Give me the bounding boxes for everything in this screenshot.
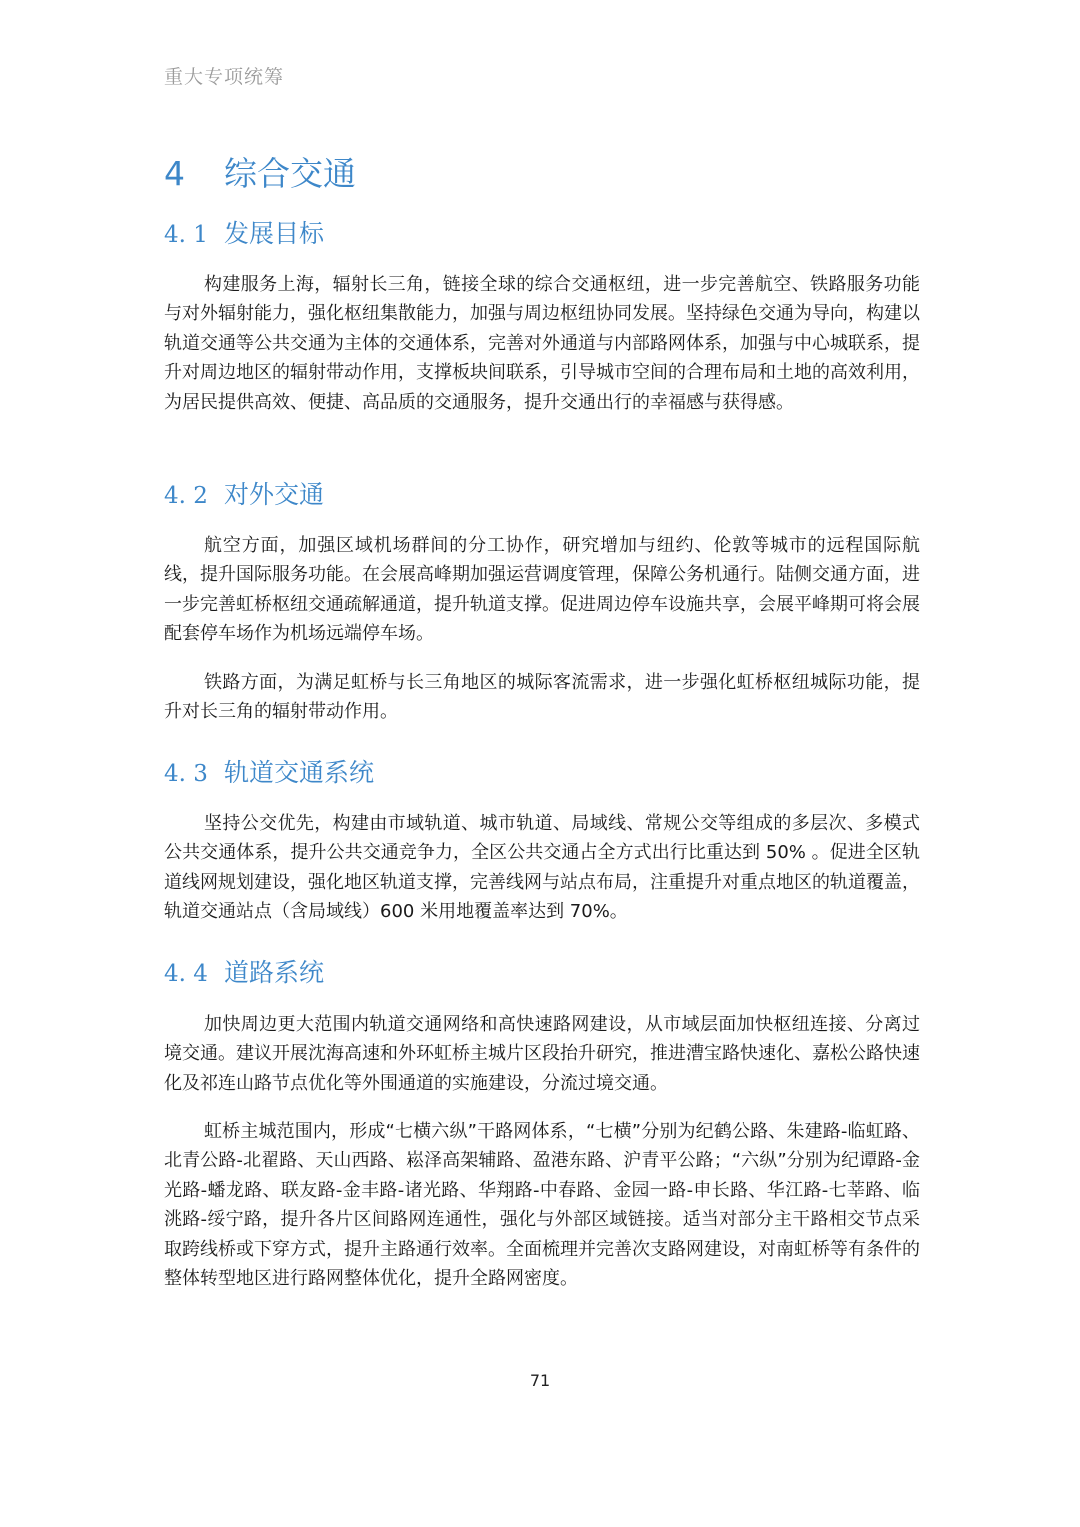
section-title-text: 发展目标	[224, 219, 325, 248]
paragraph: 航空方面，加强区域机场群间的分工协作，研究增加与纽约、伦敦等城市的远程国际航线，提升国际服务功能。在会展高峰期加强运营调度管理，保障公务机通行。陆侧交通方面，进一步完善虹桥枢纽交通疏解通道，提升轨道支撑。促进周边停车设施共享，会展平峰期可将会展配套停车场作为机场远端停车场。	[164, 535, 920, 645]
paragraph: 坚持公交优先，构建由市域轨道、城市轨道、局域线、常规公交等组成的多层次、多模式公共交通体系，提升公共交通竞争力，全区公共交通占全方式出行比重达到 50% 。促进全区轨道线网规划建设，强化地区轨道支撑，完善线网与站点布局，注重提升对重点地区的轨道覆盖，轨道交通站点（含局域线）600 米用地覆盖率达到 70%。	[164, 813, 920, 923]
section-title-text: 轨道交通系统	[224, 758, 375, 787]
section-number: 4. 1	[164, 222, 208, 248]
section-number: 4. 2	[164, 483, 208, 509]
section-title-text: 道路系统	[224, 958, 325, 987]
chapter-title-text: 综合交通	[224, 154, 356, 193]
paragraph: 构建服务上海，辐射长三角，链接全球的综合交通枢纽，进一步完善航空、铁路服务功能与对外辐射能力，强化枢纽集散能力，加强与周边枢纽协同发展。坚持绿色交通为导向，构建以轨道交通等公共交通为主体的交通体系，完善对外通道与内部路网体系，加强与中心城联系，提升对周边地区的辐射带动作用，支撑板块间联系，引导城市空间的合理布局和土地的高效利用，为居民提供高效、便捷、高品质的交通服务，提升交通出行的幸福感与获得感。	[164, 274, 920, 413]
section-title-4-1	[164, 214, 324, 250]
paragraph: 虹桥主城范围内，形成“七横六纵”干路网体系，“七横”分别为纪鹤公路、朱建路-临虹路、北青公路-北翟路、天山西路、崧泽高架辅路、盈港东路、沪青平公路；“六纵”分别为纪谭路-金光路-蟠龙路、联友路-金丰路-诸光路、华翔路-中春路、金园一路-申长路、华江路-七莘路、临洮路-绥宁路，提升各片区间路网连通性，强化与外部区域链接。适当对部分主干路相交节点采取跨线桥或下穿方式，提升主路通行效率。全面梳理并完善次支路网建设，对南虹桥等有条件的整体转型地区进行路网整体优化，提升全路网密度。	[164, 1121, 920, 1290]
section-title-text: 对外交通	[224, 480, 325, 509]
section-title-4-3	[164, 753, 374, 789]
section-title-4-4	[164, 953, 324, 989]
section-number: 4. 3	[164, 761, 208, 787]
page-number: 71	[529, 1371, 551, 1390]
running-header: 重大专项统筹	[164, 66, 285, 88]
section-number: 4. 4	[164, 961, 208, 987]
chapter-number: 4	[164, 154, 185, 193]
section-title-4-2	[164, 475, 324, 511]
paragraph: 加快周边更大范围内轨道交通网络和高快速路网建设，从市域层面加快枢纽连接、分离过境交通。建议开展沈海高速和外环虹桥主城片区段抬升研究，推进漕宝路快速化、嘉松公路快速化及祁连山路节点优化等外围通道的实施建设，分流过境交通。	[164, 1014, 920, 1094]
paragraph: 铁路方面，为满足虹桥与长三角地区的城际客流需求，进一步强化虹桥枢纽城际功能，提升对长三角的辐射带动作用。	[164, 672, 920, 723]
chapter-title	[164, 148, 356, 195]
